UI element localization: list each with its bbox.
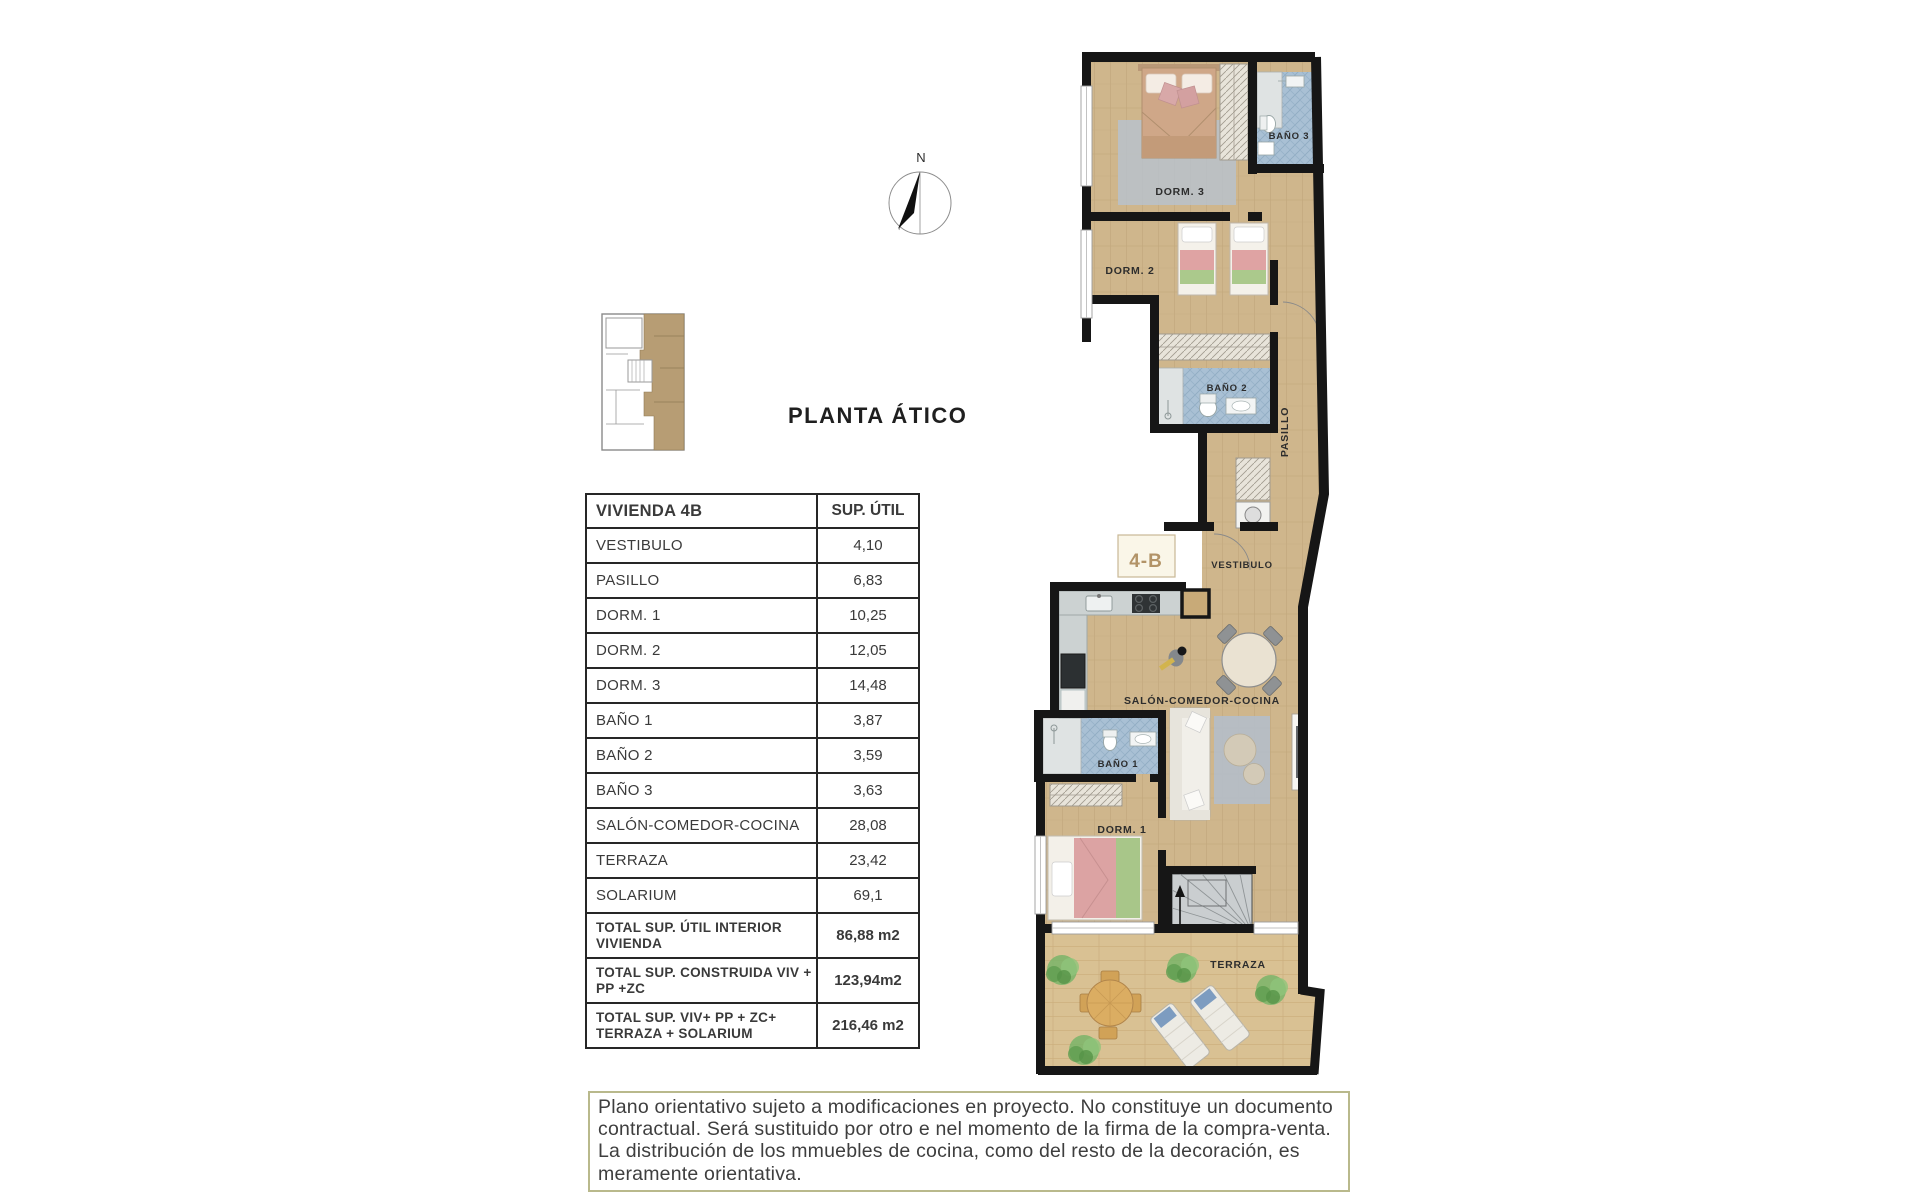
table-total-row <box>586 958 919 1003</box>
room-label-bano2: BAÑO 2 <box>1206 383 1248 394</box>
bed <box>1048 836 1142 920</box>
kitchen-counter <box>1059 591 1185 615</box>
room-area: 10,25 <box>817 598 919 633</box>
room-label: PASILLO <box>586 563 817 598</box>
table-row <box>586 738 919 773</box>
room-area: 12,05 <box>817 633 919 668</box>
room-label: TERRAZA <box>586 843 817 878</box>
table-row <box>586 668 919 703</box>
table-header-row <box>586 494 919 528</box>
table-header-area: SUP. ÚTIL <box>817 494 919 528</box>
table-total-row <box>586 1003 919 1048</box>
staircase <box>1172 874 1252 932</box>
room-area: 69,1 <box>817 878 919 913</box>
areas-table <box>585 493 920 1049</box>
room-label-terraza: TERRAZA <box>1210 959 1266 971</box>
room-area: 3,59 <box>817 738 919 773</box>
fridge <box>1061 654 1085 688</box>
table-row <box>586 598 919 633</box>
twin-bed <box>1178 223 1216 295</box>
room-label: SALÓN-COMEDOR-COCINA <box>586 808 817 843</box>
room-label: BAÑO 1 <box>586 703 817 738</box>
room-label-pasillo: PASILLO <box>1279 406 1291 458</box>
table-row <box>586 563 919 598</box>
wardrobe <box>1236 458 1270 500</box>
twin-bed <box>1230 223 1268 295</box>
total-label: TOTAL SUP. VIV+ PP + ZC+ TERRAZA + SOLARIUM <box>586 1003 817 1048</box>
sink <box>1286 76 1304 87</box>
page-title: PLANTA ÁTICO <box>788 403 968 428</box>
room-label-bano1: BAÑO 1 <box>1097 759 1139 770</box>
table-row <box>586 633 919 668</box>
total-label: TOTAL SUP. CONSTRUIDA VIV + PP +ZC <box>586 958 817 1003</box>
room-label-dorm1: DORM. 1 <box>1097 824 1147 836</box>
pouf <box>1244 764 1265 785</box>
kitchen-sink <box>1086 596 1112 611</box>
room-area: 4,10 <box>817 528 919 563</box>
disclaimer-text: Plano orientativo sujeto a modificaciones en proyecto. No constituye un documento contractual. Será sustituido por otro e nel momento de la firma de la compra-venta. La distribución de los mmuebles de cocina, como del resto de la decoración, es meramente orientativa. <box>598 1096 1333 1185</box>
unit-label: 4-B <box>1129 551 1163 572</box>
dining-table <box>1222 633 1276 687</box>
room-label: DORM. 2 <box>586 633 817 668</box>
floor-plan <box>1030 50 1330 1090</box>
room-label-vestibulo: VESTIBULO <box>1211 560 1273 571</box>
room-label: BAÑO 2 <box>586 738 817 773</box>
room-area: 14,48 <box>817 668 919 703</box>
table-row <box>586 773 919 808</box>
room-label: DORM. 1 <box>586 598 817 633</box>
column-cupboard <box>1182 590 1209 617</box>
room-label: VESTIBULO <box>586 528 817 563</box>
room-label-salon: SALÓN-COMEDOR-COCINA <box>1124 695 1280 707</box>
pouf <box>1224 734 1256 766</box>
compass-needle-icon <box>898 172 920 229</box>
total-label: TOTAL SUP. ÚTIL INTERIOR VIVIENDA <box>586 913 817 958</box>
room-label: DORM. 3 <box>586 668 817 703</box>
compass-north-label: N <box>916 150 926 165</box>
room-label: SOLARIUM <box>586 878 817 913</box>
compass-rose <box>876 146 964 240</box>
table-row <box>586 808 919 843</box>
total-value: 86,88 m2 <box>817 913 919 958</box>
table-row <box>586 843 919 878</box>
table-row <box>586 528 919 563</box>
room-label-dorm2: DORM. 2 <box>1105 265 1155 277</box>
room-area: 3,87 <box>817 703 919 738</box>
key-plan-thumbnail <box>594 306 694 458</box>
total-value: 216,46 m2 <box>817 1003 919 1048</box>
table-header-unit: VIVIENDA 4B <box>586 494 817 528</box>
table-row <box>586 703 919 738</box>
room-area: 23,42 <box>817 843 919 878</box>
total-value: 123,94m2 <box>817 958 919 1003</box>
table-total-row <box>586 913 919 958</box>
room-label: BAÑO 3 <box>586 773 817 808</box>
room-area: 28,08 <box>817 808 919 843</box>
room-label-dorm3: DORM. 3 <box>1155 186 1205 198</box>
disclaimer-box <box>588 1091 1350 1192</box>
room-area: 6,83 <box>817 563 919 598</box>
room-area: 3,63 <box>817 773 919 808</box>
room-label-bano3: BAÑO 3 <box>1268 131 1310 142</box>
table-row <box>586 878 919 913</box>
